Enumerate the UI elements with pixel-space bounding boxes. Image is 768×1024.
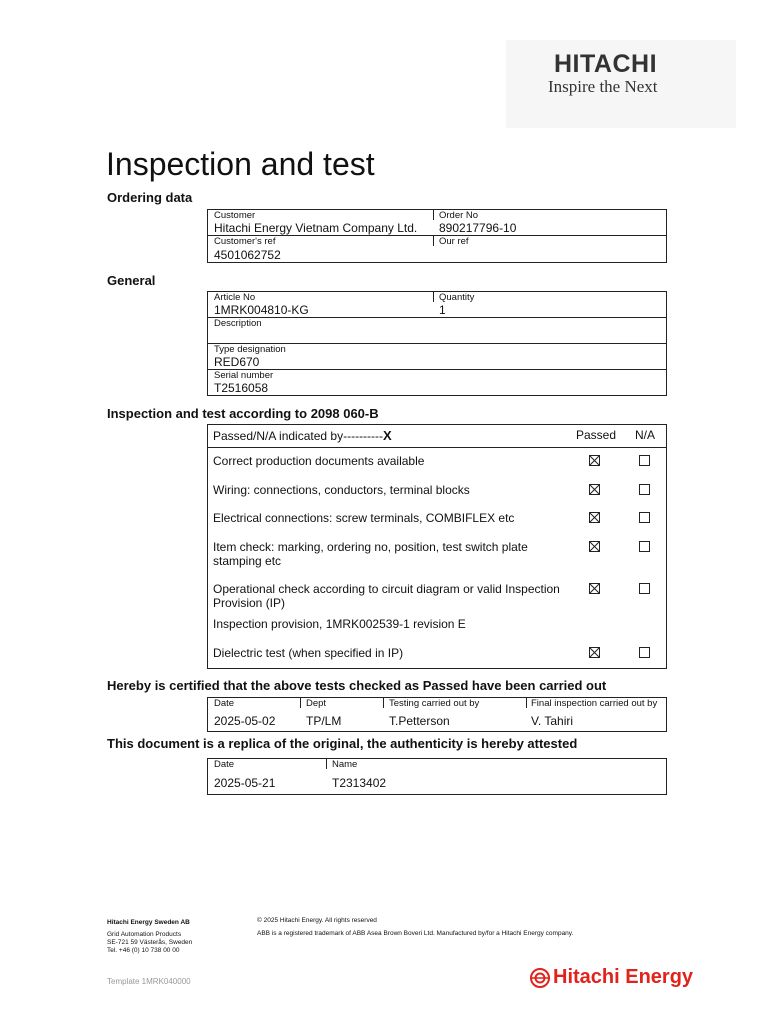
hitachi-energy-icon <box>529 967 551 994</box>
type-designation-value: RED670 <box>214 355 260 369</box>
replica-date-label: Date <box>214 759 235 770</box>
customer-value: Hitachi Energy Vietnam Company Ltd. <box>214 221 418 235</box>
replica-name-value: T2313402 <box>332 776 387 790</box>
inspection-row: Dielectric test (when specified in IP) <box>213 646 404 660</box>
testing-by-label: Testing carried out by <box>389 698 480 709</box>
footer-copyright: © 2025 Hitachi Energy. All rights reserved <box>257 917 377 924</box>
general-heading: General <box>107 273 156 288</box>
hitachi-logo: HITACHI <box>554 50 658 78</box>
customers-ref-value: 4501062752 <box>214 248 281 262</box>
article-no-value: 1MRK004810-KG <box>214 303 309 317</box>
footer-company: Hitachi Energy Sweden AB <box>107 919 190 926</box>
ordering-heading: Ordering data <box>107 190 193 205</box>
passed-checkbox[interactable] <box>589 484 600 495</box>
col-passed-header: Passed <box>576 428 617 442</box>
replica-date-value: 2025-05-21 <box>214 776 276 790</box>
inspection-row: Item check: marking, ordering no, position, test switch plate stamping etc <box>213 540 528 568</box>
na-checkbox[interactable] <box>639 512 650 523</box>
x-mark-icon <box>590 456 599 465</box>
footer-template-id: Template 1MRK040000 <box>107 977 191 986</box>
inspection-row: Electrical connections: screw terminals, COMBIFLEX etc <box>213 511 515 525</box>
replica-table <box>207 758 667 795</box>
na-checkbox[interactable] <box>639 583 650 594</box>
hitachi-tagline: Inspire the Next <box>548 77 658 96</box>
na-checkbox[interactable] <box>639 541 650 552</box>
cert-date-label: Date <box>214 698 235 709</box>
footer-phone: Tel. +46 (0) 10 738 00 00 <box>107 947 180 954</box>
final-inspection-value: V. Tahiri <box>531 714 574 728</box>
passed-checkbox[interactable] <box>589 583 600 594</box>
quantity-label: Quantity <box>439 292 475 303</box>
indicator-mark: X <box>383 428 392 443</box>
footer-address-2: SE-721 59 Västerås, Sweden <box>107 939 193 946</box>
replica-name-label: Name <box>332 759 358 770</box>
na-checkbox[interactable] <box>639 647 650 658</box>
article-no-label: Article No <box>214 292 256 303</box>
inspection-row: Correct production documents available <box>213 454 425 468</box>
x-mark-icon <box>590 584 599 593</box>
order-no-value: 890217796-10 <box>439 221 517 235</box>
certified-heading: Hereby is certified that the above tests checked as Passed have been carried out <box>107 678 607 693</box>
serial-number-label: Serial number <box>214 370 274 381</box>
passed-checkbox[interactable] <box>589 541 600 552</box>
passed-checkbox[interactable] <box>589 455 600 466</box>
footer-address-1: Grid Automation Products <box>107 931 182 938</box>
inspection-row: Wiring: connections, conductors, terminal blocks <box>213 483 470 497</box>
inspection-row: Operational check according to circuit diagram or valid Inspection Provision (IP) <box>213 582 560 610</box>
ordering-table <box>207 209 667 263</box>
cert-date-value: 2025-05-02 <box>214 714 276 728</box>
passed-checkbox[interactable] <box>589 647 600 658</box>
general-table <box>207 291 667 396</box>
serial-number-value: T2516058 <box>214 381 269 395</box>
footer-trademark: ABB is a registered trademark of ABB Asea Brown Boveri Ltd. Manufactured by/for a Hitachi Energy company. <box>257 930 574 937</box>
our-ref-label: Our ref <box>439 236 469 247</box>
replica-heading: This document is a replica of the original, the authenticity is hereby attested <box>107 736 578 751</box>
x-mark-icon <box>590 485 599 494</box>
cert-dept-value: TP/LM <box>306 714 342 728</box>
x-mark-icon <box>590 513 599 522</box>
indicator-text <box>213 428 392 443</box>
customers-ref-label: Customer's ref <box>214 236 276 247</box>
type-designation-label: Type designation <box>214 344 286 355</box>
cert-dept-label: Dept <box>306 698 327 709</box>
hitachi-energy-logo: Hitachi Energy <box>553 966 694 988</box>
na-checkbox[interactable] <box>639 455 650 466</box>
passed-checkbox[interactable] <box>589 512 600 523</box>
testing-by-value: T.Petterson <box>389 714 450 728</box>
x-mark-icon <box>590 542 599 551</box>
order-no-label: Order No <box>439 210 479 221</box>
indicator-prefix: Passed/N/A indicated by---------- <box>213 429 384 443</box>
customer-label: Customer <box>214 210 256 221</box>
inspection-heading: Inspection and test according to 2098 060-B <box>107 406 379 421</box>
final-inspection-label: Final inspection carried out by <box>531 698 658 709</box>
description-label: Description <box>214 318 262 329</box>
x-mark-icon <box>590 648 599 657</box>
quantity-value: 1 <box>439 303 446 317</box>
col-na-header: N/A <box>635 428 656 442</box>
provision-note: Inspection provision, 1MRK002539-1 revision E <box>213 617 466 631</box>
page-title: Inspection and test <box>106 146 375 182</box>
certified-table <box>207 697 667 732</box>
na-checkbox[interactable] <box>639 484 650 495</box>
